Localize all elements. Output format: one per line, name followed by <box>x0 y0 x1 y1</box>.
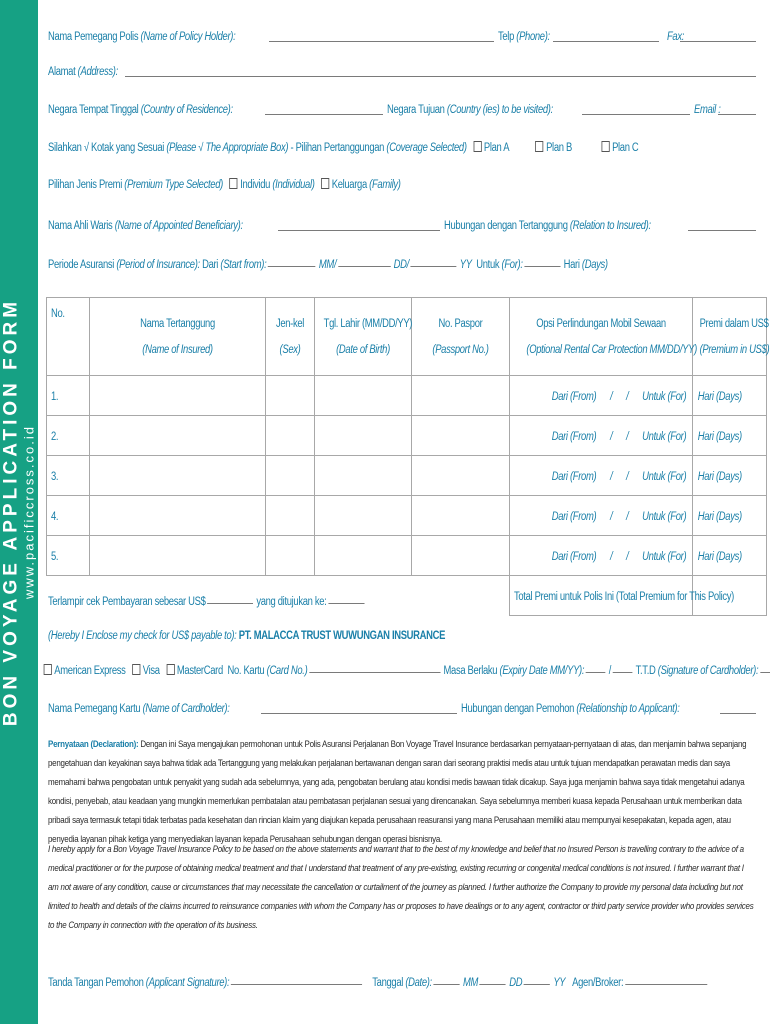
card-signature-label-en: (Signature of Cardholder): <box>657 665 759 677</box>
sex-cell[interactable] <box>266 416 315 456</box>
period-yy-label: YY <box>459 259 472 271</box>
plan-a-checkbox[interactable] <box>473 141 481 152</box>
date-dd-field[interactable] <box>480 973 506 985</box>
date-mm-field[interactable] <box>433 973 459 985</box>
period-for-label: Untuk <box>476 259 500 271</box>
insured-name-cell[interactable] <box>90 536 266 576</box>
declaration-label: Pernyataan (Declaration): <box>48 739 139 750</box>
sidebar-band <box>0 0 38 1024</box>
visa-label: Visa <box>142 665 160 677</box>
fax-label: Fax: <box>667 31 685 43</box>
table-row <box>47 496 767 536</box>
check-enclosed-label-en: (Hereby I Enclose my check for US$ payable to): <box>48 630 237 642</box>
individual-label: Individu <box>240 179 271 191</box>
email-label: Email : <box>693 104 721 116</box>
beneficiary-label: Nama Ahli Waris <box>48 220 113 232</box>
check-enclosed-label: Terlampir cek Pembayaran sebesar US$ <box>48 596 206 608</box>
row-payee <box>48 630 760 642</box>
check-amount-field[interactable] <box>207 592 253 604</box>
period-mm-field[interactable] <box>268 255 316 267</box>
applicant-signature-label: Tanda Tangan Pemohon <box>48 977 144 989</box>
header-rental-car: Opsi Perlindungan Mobil Sewaan (Optional Rental Car Protection MM/DD/YY) <box>510 298 693 376</box>
date-yy-label: YY <box>553 977 566 989</box>
header-dob: Tgl. Lahir (MM/DD/YY) (Date of Birth) <box>315 298 412 376</box>
period-from-label: Dari <box>202 259 219 271</box>
policy-holder-field[interactable] <box>269 30 495 42</box>
policy-holder-label-en: (Name of Policy Holder): <box>140 31 236 43</box>
period-dd-field[interactable] <box>338 255 390 267</box>
dob-cell[interactable] <box>315 496 412 536</box>
passport-cell[interactable] <box>412 416 510 456</box>
plan-a-label: Plan A <box>483 142 510 154</box>
card-no-label-en: (Card No.) <box>266 665 308 677</box>
row-number: 4. <box>51 510 59 523</box>
declaration-en <box>48 840 760 935</box>
agent-field[interactable] <box>625 973 707 985</box>
individual-label-en: (Individual) <box>272 179 315 191</box>
plan-select-label-en: (Please √ The Appropriate Box) <box>166 142 289 154</box>
plan-select-label: Silahkan √ Kotak yang Sesuai <box>48 142 165 154</box>
declaration-text-id: Dengan ini Saya mengajukan permohonan untuk Polis Asuransi Perjalanan Bon Voyage Travel Insurance berdasarkan pernyataan-pernyataan di atas, dan menjamin bahwa sepanjang pengetahuan dan keyakinan saya bahwa tidak ada Tertanggung yang melakukan perjalanan bertawanan dengan saran dari seorang praktisi medis atau untuk tujuan mendapatkan perawatan medis dan saya memahami bahwa pengobatan untuk penyakit yang sudah ada sebelumnya, yang ada, pengobatan berulang atau kondisi medis bawaan tidak dicakup. Saya juga menjamin bahwa saya tidak mengetahui adanya kondisi, penyebab, atau keadaan yang mungkin memerlukan pembatalan atau pembatasan perjalanan sesuai yang direncanakan. Saya sebelumnya memberi kuasa kepada Perusahaan untuk memberikan data pribadi saya termasuk tetapi tidak terbatas pada kesehatan dan rincian klaim yang diajukan kepada perusahaan reasuransi yang mana Perusahaan memiliki atau mempunyai kesepakatan, kepada agen, atau penyedia layanan pihak ketiga yang menyediakan layanan kepada Perusahaan sehubungan dengan operasi bisnisnya. <box>48 739 747 845</box>
row-countries <box>48 103 760 116</box>
relation-field[interactable] <box>688 219 756 231</box>
table-header-row <box>47 298 767 376</box>
insured-name-cell[interactable] <box>90 496 266 536</box>
applicant-signature-field[interactable] <box>231 973 362 985</box>
plan-c-checkbox[interactable] <box>601 141 609 152</box>
rental-cell[interactable]: Dari (From) / / Untuk (For) Hari (Days) <box>510 376 693 416</box>
table-row <box>47 456 767 496</box>
sex-cell[interactable] <box>266 496 315 536</box>
email-field[interactable] <box>718 103 756 115</box>
address-field[interactable] <box>125 65 756 77</box>
header-name: Nama Tertanggung (Name of Insured) <box>90 298 266 376</box>
date-label: Tanggal <box>372 977 404 989</box>
rental-cell[interactable]: Dari (From) / / Untuk (For) Hari (Days) <box>510 536 693 576</box>
plan-b-checkbox[interactable] <box>535 141 543 152</box>
country-visit-label-en: (Country (ies) to be visited): <box>447 104 554 116</box>
phone-label: Telp <box>498 31 515 43</box>
coverage-label: - Pilihan Pertanggungan <box>290 142 385 154</box>
passport-cell[interactable] <box>412 536 510 576</box>
premium-type-label-en: (Premium Type Selected) <box>124 179 223 191</box>
date-mm-label: MM <box>463 977 479 989</box>
relation-label-en: (Relation to Insured): <box>569 220 651 232</box>
passport-cell[interactable] <box>412 456 510 496</box>
expiry-mm-field[interactable] <box>586 661 606 673</box>
plan-c-label: Plan C <box>612 142 639 154</box>
applicant-relationship-label: Hubungan dengan Pemohon <box>461 703 575 715</box>
card-signature-field[interactable] <box>760 661 770 673</box>
beneficiary-field[interactable] <box>278 219 440 231</box>
period-mm-label: MM/ <box>318 259 337 271</box>
row-plans <box>48 141 760 154</box>
date-label-en: (Date): <box>405 977 432 989</box>
cardholder-label-en: (Name of Cardholder): <box>142 703 230 715</box>
family-label-en: (Family) <box>369 179 401 191</box>
agent-label: Agen/Broker: <box>572 977 624 989</box>
fax-field[interactable] <box>680 30 756 42</box>
passport-cell[interactable] <box>412 496 510 536</box>
period-label: Periode Asuransi <box>48 259 115 271</box>
applicant-signature-label-en: (Applicant Signature): <box>145 977 230 989</box>
dob-cell[interactable] <box>315 456 412 496</box>
country-residence-label: Negara Tempat Tinggal <box>48 104 139 116</box>
period-label-en: (Period of Insurance): <box>116 259 200 271</box>
row-card: American Express Visa MasterCard No. Kartu (Card No.) Masa Berlaku (Expiry Date MM/YY): / T.T.D (Signature of Cardholder): <box>42 661 760 677</box>
policy-holder-label: Nama Pemegang Polis <box>48 31 139 43</box>
beneficiary-label-en: (Name of Appointed Beneficiary): <box>114 220 243 232</box>
cardholder-label: Nama Pemegang Kartu <box>48 703 141 715</box>
declaration-text-en: I hereby apply for a Bon Voyage Travel Insurance Policy to be based on the above statements and warrant that to the best of my knowledge and belief that no Insured Person is travelling contrary to the advice of a medical practitioner or for the purpose of obtaining medical treatment and that I understand that treatment of any pre-existing, existing recurring or congenital medical conditions is not insured. I further warrant that I am not aware of any condition, cause or circumstances that may necessitate the cancellation or curtailment of the journey as planned. I further authorize the Company to provide my personal data including but not limited to health and details of the claims incurred to reinsurance companies with whom the Company has or proposes to have dealings or to any agent, contractor or third party service provider who provides services to the Company in connection with the operation of its business. <box>48 844 754 931</box>
rental-cell[interactable]: Dari (From) / / Untuk (For) Hari (Days) <box>510 416 693 456</box>
payee-name: PT. MALACCA TRUST WUWUNGAN INSURANCE <box>238 630 446 642</box>
country-visit-field[interactable] <box>582 103 690 115</box>
row-number: 3. <box>51 470 59 483</box>
period-for-field[interactable] <box>524 255 560 267</box>
expiry-yy-field[interactable] <box>613 661 633 673</box>
website-url: www.pacificcross.co.id <box>21 424 37 600</box>
row-beneficiary <box>48 219 760 232</box>
insured-table <box>46 297 770 616</box>
mastercard-checkbox[interactable] <box>166 664 174 675</box>
applicant-relationship-label-en: (Relationship to Applicant): <box>576 703 680 715</box>
row-policy-holder <box>48 30 760 43</box>
row-number: 5. <box>51 550 59 563</box>
cardholder-field[interactable] <box>261 702 457 714</box>
declaration-id <box>48 735 760 849</box>
row-number: 1. <box>51 390 59 403</box>
coverage-label-en: (Coverage Selected) <box>386 142 467 154</box>
check-payable-field[interactable] <box>328 592 364 604</box>
table-row <box>47 416 767 456</box>
row-premium-type <box>48 178 760 191</box>
sex-cell[interactable] <box>266 536 315 576</box>
plan-b-label: Plan B <box>546 142 572 154</box>
rental-cell[interactable]: Dari (From) / / Untuk (For) Hari (Days) <box>510 496 693 536</box>
header-sex: Jen-kel (Sex) <box>266 298 315 376</box>
family-checkbox[interactable] <box>321 178 329 189</box>
card-no-field[interactable] <box>309 661 440 673</box>
check-payable-label: yang ditujukan ke: <box>256 596 327 608</box>
premium-type-label: Pilihan Jenis Premi <box>48 179 122 191</box>
rental-cell[interactable]: Dari (From) / / Untuk (For) Hari (Days) <box>510 456 693 496</box>
passport-cell[interactable] <box>412 376 510 416</box>
address-label-en: (Address): <box>77 66 118 78</box>
table-row <box>47 536 767 576</box>
visa-checkbox[interactable] <box>132 664 140 675</box>
phone-label-en: (Phone): <box>516 31 550 43</box>
total-premium-label: Total Premi untuk Polis Ini (Total Premium for This Policy) <box>514 590 734 603</box>
row-period <box>48 255 760 271</box>
individual-checkbox[interactable] <box>229 178 237 189</box>
row-number: 2. <box>51 430 59 443</box>
country-visit-label: Negara Tujuan <box>387 104 445 116</box>
mastercard-label: MasterCard <box>176 665 223 677</box>
amex-checkbox[interactable] <box>44 664 52 675</box>
form-title: BON VOYAGE APPLICATION FORM <box>0 297 22 727</box>
insured-name-cell[interactable] <box>90 376 266 416</box>
header-no: No. <box>47 298 90 376</box>
card-no-label: No. Kartu <box>227 665 265 677</box>
dob-cell[interactable] <box>315 536 412 576</box>
dob-cell[interactable] <box>315 416 412 456</box>
expiry-label-en: (Expiry Date MM/YY): <box>499 665 585 677</box>
sex-cell[interactable] <box>266 376 315 416</box>
country-residence-label-en: (Country of Residence): <box>140 104 233 116</box>
form-page <box>38 0 770 1024</box>
header-passport: No. Paspor (Passport No.) <box>412 298 510 376</box>
dob-cell[interactable] <box>315 376 412 416</box>
date-dd-label: DD <box>509 977 523 989</box>
address-label: Alamat <box>48 66 76 78</box>
amex-label: American Express <box>54 665 126 677</box>
sidebar-vertical-text <box>1 298 38 726</box>
card-signature-label: T.T.D <box>635 665 656 677</box>
row-check-enclosed <box>48 592 470 608</box>
relation-label: Hubungan dengan Tertanggung <box>443 220 568 232</box>
expiry-label: Masa Berlaku <box>443 665 498 677</box>
period-dd-label: DD/ <box>393 259 409 271</box>
phone-field[interactable] <box>553 30 659 42</box>
row-address <box>48 65 760 78</box>
period-yy-field[interactable] <box>411 255 457 267</box>
period-days-label-en: (Days) <box>581 259 608 271</box>
family-label: Keluarga <box>331 179 367 191</box>
period-for-label-en: (For): <box>501 259 523 271</box>
header-premium: Premi dalam US$ (Premium in US$) <box>693 298 767 376</box>
row-cardholder <box>48 702 760 715</box>
country-residence-field[interactable] <box>265 103 383 115</box>
date-yy-field[interactable] <box>524 973 550 985</box>
sex-cell[interactable] <box>266 456 315 496</box>
period-days-label: Hari <box>563 259 580 271</box>
applicant-relationship-field[interactable] <box>720 702 756 714</box>
table-row <box>47 376 767 416</box>
period-from-label-en: (Start from): <box>220 259 267 271</box>
insured-name-cell[interactable] <box>90 416 266 456</box>
row-signature <box>48 973 760 989</box>
insured-name-cell[interactable] <box>90 456 266 496</box>
